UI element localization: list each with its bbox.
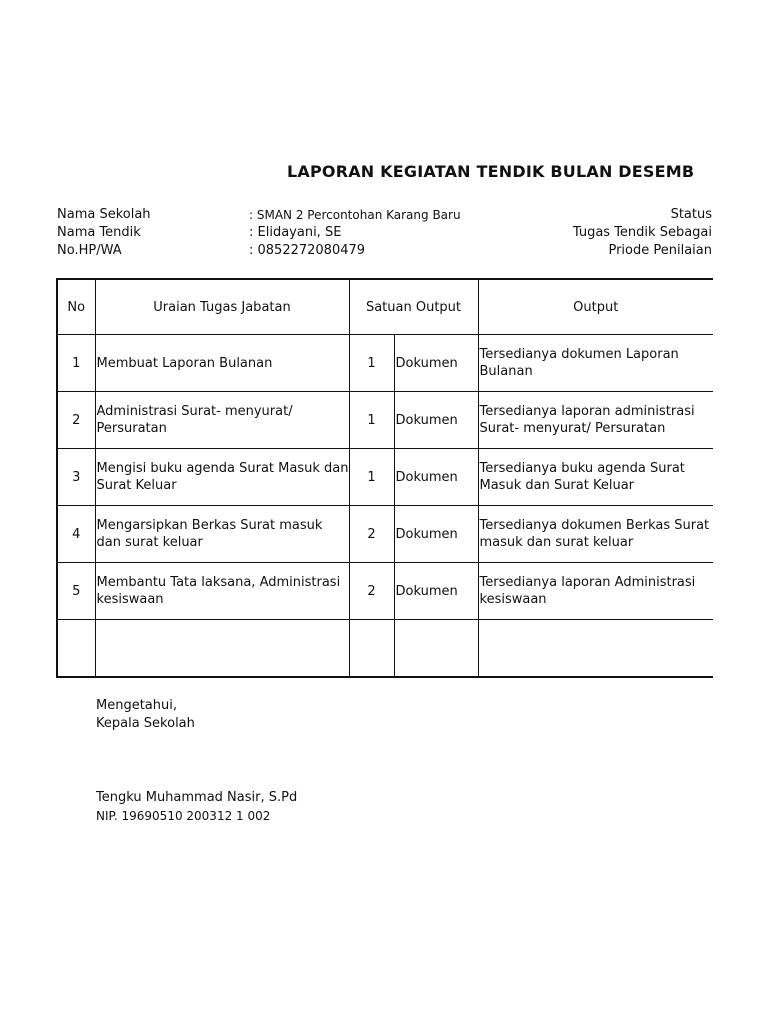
header-satuan: Satuan Output	[349, 279, 478, 335]
cell-unit: Dokumen	[394, 506, 478, 563]
school-value: : SMAN 2 Percontohan Karang Baru	[249, 208, 461, 222]
cell-unit: Dokumen	[394, 449, 478, 506]
info-row-school	[57, 207, 712, 225]
cell-unit	[394, 620, 478, 678]
acknowledged-text: Mengetahui,	[96, 698, 177, 713]
cell-output: Tersedianya laporan administrasi Surat- menyurat/ Persuratan	[478, 392, 713, 449]
table-row	[57, 506, 713, 563]
header-output: Output	[478, 279, 713, 335]
cell-qty: 1	[349, 335, 394, 392]
cell-output	[478, 620, 713, 678]
cell-no: 2	[57, 392, 95, 449]
cell-unit: Dokumen	[394, 335, 478, 392]
status-label: Status	[670, 207, 712, 222]
cell-output: Tersedianya dokumen Berkas Surat masuk dan surat keluar	[478, 506, 713, 563]
cell-qty	[349, 620, 394, 678]
cell-qty: 2	[349, 506, 394, 563]
phone-label: No.HP/WA	[57, 243, 122, 258]
report-title: LAPORAN KEGIATAN TENDIK BULAN DESEMB	[287, 162, 695, 181]
cell-output: Tersedianya dokumen Laporan Bulanan	[478, 335, 713, 392]
info-row-tendik	[57, 225, 712, 243]
table-row	[57, 449, 713, 506]
info-row-phone	[57, 243, 712, 261]
cell-no: 4	[57, 506, 95, 563]
cell-uraian: Administrasi Surat- menyurat/ Persuratan	[95, 392, 349, 449]
cell-uraian	[95, 620, 349, 678]
cell-no: 5	[57, 563, 95, 620]
table-header-row	[57, 279, 713, 335]
phone-value: : 0852272080479	[249, 243, 366, 258]
cell-no: 1	[57, 335, 95, 392]
cell-qty: 2	[349, 563, 394, 620]
cell-unit: Dokumen	[394, 392, 478, 449]
table-row	[57, 392, 713, 449]
table-row	[57, 563, 713, 620]
cell-unit: Dokumen	[394, 563, 478, 620]
principal-position: Kepala Sekolah	[96, 716, 195, 731]
table-row	[57, 335, 713, 392]
principal-nip: NIP. 19690510 200312 1 002	[96, 809, 271, 823]
principal-name: Tengku Muhammad Nasir, S.Pd	[96, 790, 298, 805]
tendik-value: : Elidayani, SE	[249, 225, 342, 240]
cell-qty: 1	[349, 449, 394, 506]
cell-uraian: Mengarsipkan Berkas Surat masuk dan surat keluar	[95, 506, 349, 563]
cell-uraian: Membantu Tata laksana, Administrasi kesiswaan	[95, 563, 349, 620]
tendik-label: Nama Tendik	[57, 225, 141, 240]
task-table	[56, 278, 713, 678]
header-uraian: Uraian Tugas Jabatan	[95, 279, 349, 335]
cell-uraian: Membuat Laporan Bulanan	[95, 335, 349, 392]
cell-qty: 1	[349, 392, 394, 449]
cell-output: Tersedianya laporan Administrasi kesiswaan	[478, 563, 713, 620]
cell-no: 3	[57, 449, 95, 506]
table-row-empty	[57, 620, 713, 678]
cell-no	[57, 620, 95, 678]
tugas-label: Tugas Tendik Sebagai	[572, 225, 712, 240]
header-no: No	[57, 279, 95, 335]
cell-output: Tersedianya buku agenda Surat Masuk dan Surat Keluar	[478, 449, 713, 506]
school-label: Nama Sekolah	[57, 207, 151, 222]
cell-uraian: Mengisi buku agenda Surat Masuk dan Surat Keluar	[95, 449, 349, 506]
period-label: Priode Penilaian	[608, 243, 712, 258]
